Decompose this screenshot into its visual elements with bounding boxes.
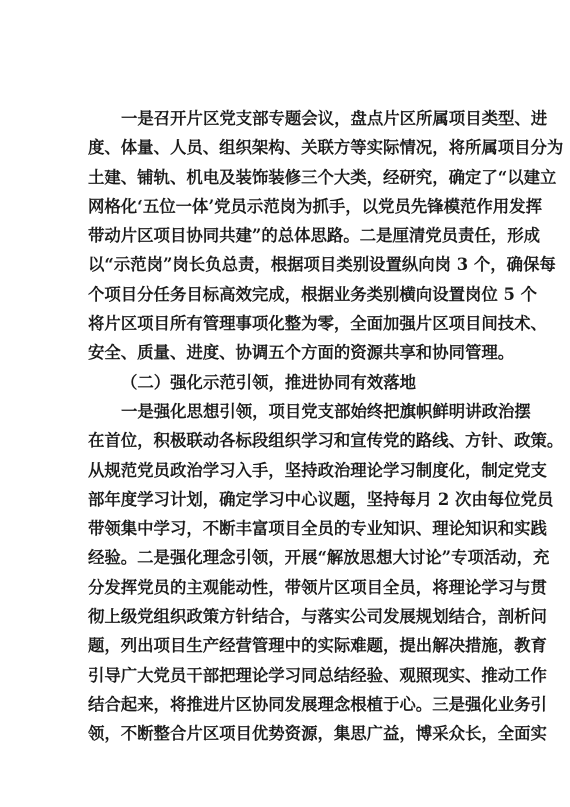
text-line: 一是召开片区党支部专题会议，盘点片区所属项目类型、进 [121, 109, 548, 128]
text-line: 将片区项目所有管理事项化整为零，全面加强片区项目间技术、 [88, 314, 547, 334]
text-line: 带领集中学习，不断丰富项目全员的专业知识、理论知识和实践 [88, 519, 547, 539]
text-line: 结合起来，将推进片区协同发展理念根植于心。三是强化业务引 [88, 694, 547, 714]
text-line: 领，不断整合片区项目优势资源，集思广益，博采众长，全面实 [88, 724, 547, 744]
text-line: 彻上级党组织政策方针结合，与落实公司发展规划结合，剖析问 [88, 607, 547, 627]
body-text [88, 104, 564, 749]
text-line: 安全、质量、进度、协调五个方面的资源共享和协同管理。 [88, 343, 515, 363]
text-line: 土建、铺轨、机电及装饰装修三个大类，经研究，确定了“以建立 [88, 167, 557, 187]
section-heading: （二）强化示范引领，推进协同有效落地 [121, 372, 417, 392]
text-line: 从规范党员政治学习入手，坚持政治理论学习制度化，制定党支 [88, 460, 547, 480]
text-line: 一是强化思想引领，项目党支部始终把旗帜鲜明讲政治摆 [121, 401, 531, 421]
text-line: 在首位，积极联动各标段组织学习和宣传党的路线、方针、政策。 [88, 431, 564, 451]
text-line: 分发挥党员的主观能动性，带领片区项目全员，将理论学习与贯 [88, 577, 547, 597]
text-line: 经验。二是强化理念引领，开展“解放思想大讨论”专项活动，充 [88, 548, 550, 568]
text-line: 引导广大党员干部把理论学习同总结经验、观照现实、推动工作 [88, 665, 547, 685]
text-line: 个项目分任务目标高效完成，根据业务类别横向设置岗位 5 个 [88, 284, 537, 304]
text-line: 以“示范岗”岗长负总责，根据项目类别设置纵向岗 3 个，确保每 [88, 255, 556, 275]
text-line: 题，列出项目生产经营管理中的实际难题，提出解决措施，教育 [88, 636, 547, 656]
text-line: 网格化‘五位一体’党员示范岗为抓手，以党员先锋模范作用发挥 [88, 196, 542, 216]
text-line: 度、体量、人员、组织架构、关联方等实际情况，将所属项目分为 [88, 138, 564, 158]
text-line: 带动片区项目协同共建”的总体思路。二是厘清党员责任，形成 [88, 226, 540, 246]
text-line: 部年度学习计划，确定学习中心议题，坚持每月 2 次由每位党员 [88, 489, 554, 509]
